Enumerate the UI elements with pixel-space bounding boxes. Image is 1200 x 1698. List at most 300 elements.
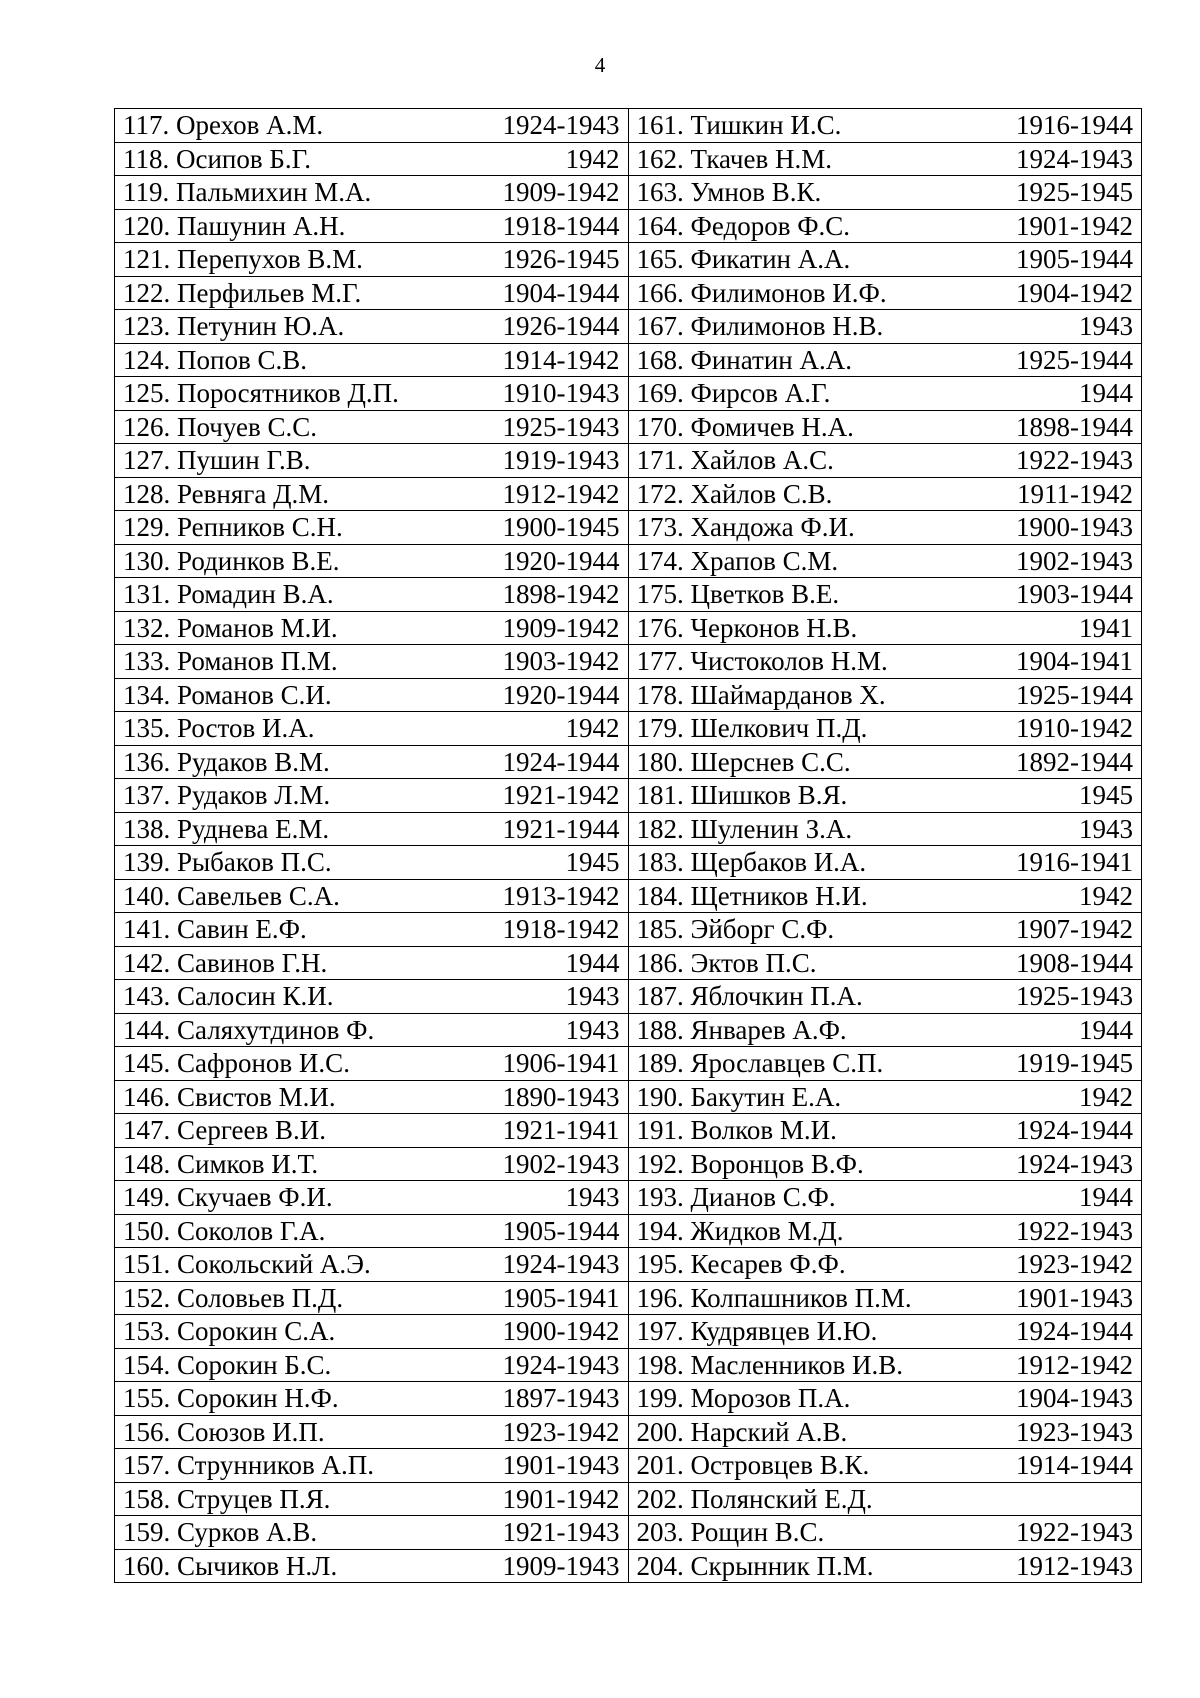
left-entry-cell bbox=[115, 1214, 629, 1248]
left-entry-cell bbox=[115, 678, 629, 712]
entry-name: 174. Храпов С.М. bbox=[636, 545, 839, 576]
entry-years: 1942 bbox=[565, 143, 620, 174]
name-entry bbox=[637, 1416, 1134, 1448]
entry-years: 1925-1944 bbox=[1016, 679, 1133, 710]
right-entry-cell bbox=[628, 812, 1142, 846]
entry-years: 1914-1942 bbox=[502, 344, 620, 375]
name-entry bbox=[123, 746, 620, 778]
entry-name: 168. Финатин А.А. bbox=[636, 344, 852, 375]
right-entry-cell bbox=[628, 1449, 1142, 1483]
right-entry-cell bbox=[628, 1214, 1142, 1248]
entry-years: 1901-1942 bbox=[1016, 210, 1133, 241]
entry-name: 151. Сокольский А.Э. bbox=[123, 1249, 371, 1280]
name-entry bbox=[123, 578, 620, 610]
entry-years: 1905-1944 bbox=[1016, 244, 1133, 275]
entry-years: 1925-1944 bbox=[1016, 344, 1133, 375]
entry-years: 1923-1942 bbox=[1016, 1249, 1133, 1280]
entry-name: 148. Симков И.Т. bbox=[123, 1148, 319, 1179]
left-entry-cell bbox=[115, 1281, 629, 1315]
left-entry-cell bbox=[115, 1315, 629, 1349]
name-entry bbox=[637, 913, 1134, 945]
right-entry-cell bbox=[628, 946, 1142, 980]
table-row bbox=[115, 1516, 1142, 1550]
right-entry-cell bbox=[628, 712, 1142, 746]
entry-name: 175. Цветков В.Е. bbox=[636, 579, 840, 610]
left-entry-cell bbox=[115, 578, 629, 612]
entry-name: 153. Сорокин С.А. bbox=[123, 1316, 336, 1347]
entry-name: 128. Ревняга Д.М. bbox=[123, 478, 329, 509]
left-entry-cell bbox=[115, 1080, 629, 1114]
entry-name: 141. Савин Е.Ф. bbox=[123, 914, 307, 945]
entry-years: 1924-1944 bbox=[1016, 1115, 1133, 1146]
entry-name: 117. Орехов А.М. bbox=[123, 110, 324, 141]
entry-name: 184. Щетников Н.И. bbox=[636, 880, 868, 911]
right-entry-cell bbox=[628, 176, 1142, 210]
left-entry-cell bbox=[115, 1449, 629, 1483]
right-entry-cell bbox=[628, 444, 1142, 478]
entry-years: 1944 bbox=[1079, 1014, 1133, 1045]
right-entry-cell bbox=[628, 310, 1142, 344]
left-entry-cell bbox=[115, 377, 629, 411]
right-entry-cell bbox=[628, 1516, 1142, 1550]
name-entry bbox=[123, 1047, 620, 1079]
entry-years: 1923-1942 bbox=[502, 1416, 620, 1447]
table-row bbox=[115, 310, 1142, 344]
entry-years: 1906-1941 bbox=[502, 1048, 620, 1079]
entry-name: 186. Эктов П.С. bbox=[636, 947, 817, 978]
entry-years: 1918-1942 bbox=[502, 914, 620, 945]
table-row bbox=[115, 1549, 1142, 1583]
left-entry-cell bbox=[115, 1248, 629, 1282]
name-entry bbox=[637, 1181, 1134, 1213]
name-entry bbox=[123, 1081, 620, 1113]
name-entry bbox=[637, 1148, 1134, 1180]
table-row bbox=[115, 1315, 1142, 1349]
name-entry bbox=[637, 511, 1134, 543]
name-entry bbox=[123, 545, 620, 577]
name-entry bbox=[123, 846, 620, 878]
right-entry-cell bbox=[628, 1047, 1142, 1081]
right-entry-cell bbox=[628, 511, 1142, 545]
name-entry bbox=[123, 143, 620, 175]
entry-years: 1924-1944 bbox=[502, 746, 620, 777]
entry-name: 176. Черконов Н.В. bbox=[636, 612, 858, 643]
table-row bbox=[115, 1348, 1142, 1382]
name-entry bbox=[123, 1349, 620, 1381]
entry-years: 1912-1942 bbox=[502, 478, 620, 509]
right-entry-cell bbox=[628, 477, 1142, 511]
entry-years: 1916-1941 bbox=[1016, 847, 1133, 878]
table-row bbox=[115, 946, 1142, 980]
table-row bbox=[115, 343, 1142, 377]
entry-name: 142. Савинов Г.Н. bbox=[123, 947, 328, 978]
table-row bbox=[115, 779, 1142, 813]
entry-name: 126. Почуев С.С. bbox=[123, 411, 318, 442]
name-entry bbox=[637, 1349, 1134, 1381]
left-entry-cell bbox=[115, 879, 629, 913]
name-entry bbox=[123, 947, 620, 979]
right-entry-cell bbox=[628, 678, 1142, 712]
entry-name: 152. Соловьев П.Д. bbox=[123, 1282, 344, 1313]
left-entry-cell bbox=[115, 812, 629, 846]
entry-name: 182. Шуленин З.А. bbox=[636, 813, 853, 844]
entry-name: 139. Рыбаков П.С. bbox=[123, 847, 332, 878]
name-entry bbox=[123, 277, 620, 309]
entry-years: 1901-1942 bbox=[502, 1483, 620, 1514]
entry-years: 1925-1943 bbox=[1016, 981, 1133, 1012]
name-entry bbox=[123, 1449, 620, 1481]
entry-years: 1925-1943 bbox=[502, 411, 620, 442]
name-entry bbox=[123, 109, 620, 141]
name-entry bbox=[637, 1449, 1134, 1481]
name-entry bbox=[123, 679, 620, 711]
table-row bbox=[115, 1214, 1142, 1248]
table-row bbox=[115, 377, 1142, 411]
left-entry-cell bbox=[115, 1549, 629, 1583]
entry-name: 149. Скучаев Ф.И. bbox=[123, 1182, 333, 1213]
right-entry-cell bbox=[628, 343, 1142, 377]
entry-years: 1944 bbox=[565, 947, 620, 978]
entry-years: 1918-1944 bbox=[502, 210, 620, 241]
left-entry-cell bbox=[115, 1516, 629, 1550]
entry-name: 164. Федоров Ф.С. bbox=[636, 210, 851, 241]
name-entry bbox=[637, 1483, 1134, 1515]
entry-name: 197. Кудрявцев И.Ю. bbox=[636, 1316, 878, 1347]
table-row bbox=[115, 578, 1142, 612]
entry-years: 1926-1945 bbox=[502, 244, 620, 275]
name-entry bbox=[123, 1014, 620, 1046]
name-entry bbox=[637, 645, 1134, 677]
entry-years: 1923-1943 bbox=[1016, 1416, 1133, 1447]
entry-name: 171. Хайлов А.С. bbox=[636, 445, 834, 476]
entry-years: 1912-1943 bbox=[1016, 1550, 1133, 1581]
entry-name: 162. Ткачев Н.М. bbox=[636, 143, 832, 174]
left-entry-cell bbox=[115, 444, 629, 478]
name-entry bbox=[637, 813, 1134, 845]
entry-years: 1902-1943 bbox=[502, 1148, 620, 1179]
names-table bbox=[114, 108, 1142, 1583]
entry-name: 167. Филимонов Н.В. bbox=[636, 311, 884, 342]
entry-years: 1905-1944 bbox=[502, 1215, 620, 1246]
entry-name: 155. Сорокин Н.Ф. bbox=[123, 1383, 339, 1414]
right-entry-cell bbox=[628, 243, 1142, 277]
table-row bbox=[115, 1147, 1142, 1181]
name-entry bbox=[637, 947, 1134, 979]
entry-name: 201. Островцев В.К. bbox=[636, 1450, 870, 1481]
entry-years: 1944 bbox=[1079, 1182, 1133, 1213]
right-entry-cell bbox=[628, 544, 1142, 578]
entry-years: 1920-1944 bbox=[502, 545, 620, 576]
entry-name: 130. Родинков В.Е. bbox=[123, 545, 340, 576]
name-entry bbox=[123, 1416, 620, 1448]
entry-years: 1924-1943 bbox=[502, 1249, 620, 1280]
entry-years: 1907-1942 bbox=[1016, 914, 1133, 945]
entry-name: 192. Воронцов В.Ф. bbox=[636, 1148, 864, 1179]
left-entry-cell bbox=[115, 1147, 629, 1181]
name-entry bbox=[637, 578, 1134, 610]
entry-name: 188. Январев А.Ф. bbox=[636, 1014, 847, 1045]
left-entry-cell bbox=[115, 176, 629, 210]
entry-years: 1921-1944 bbox=[502, 813, 620, 844]
entry-name: 198. Масленников И.В. bbox=[636, 1349, 904, 1380]
entry-name: 157. Струнников А.П. bbox=[123, 1450, 375, 1481]
entry-years: 1904-1942 bbox=[1016, 277, 1133, 308]
right-entry-cell bbox=[628, 745, 1142, 779]
entry-name: 145. Сафронов И.С. bbox=[123, 1048, 350, 1079]
entry-name: 194. Жидков М.Д. bbox=[636, 1215, 844, 1246]
name-entry bbox=[637, 545, 1134, 577]
entry-years: 1921-1941 bbox=[502, 1115, 620, 1146]
table-row bbox=[115, 1415, 1142, 1449]
right-entry-cell bbox=[628, 913, 1142, 947]
entry-name: 177. Чистоколов Н.М. bbox=[636, 646, 888, 677]
right-entry-cell bbox=[628, 1315, 1142, 1349]
right-entry-cell bbox=[628, 645, 1142, 679]
entry-name: 180. Шерснев С.С. bbox=[636, 746, 851, 777]
name-entry bbox=[123, 712, 620, 744]
name-entry bbox=[637, 1315, 1134, 1347]
name-entry bbox=[123, 980, 620, 1012]
right-entry-cell bbox=[628, 1549, 1142, 1583]
name-entry bbox=[637, 377, 1134, 409]
entry-name: 140. Савельев С.А. bbox=[123, 880, 340, 911]
name-entry bbox=[123, 176, 620, 208]
table-row bbox=[115, 1047, 1142, 1081]
entry-name: 156. Союзов И.П. bbox=[123, 1416, 325, 1447]
table-row bbox=[115, 1080, 1142, 1114]
name-entry bbox=[123, 779, 620, 811]
entry-name: 172. Хайлов С.В. bbox=[636, 478, 833, 509]
entry-name: 123. Петунин Ю.А. bbox=[123, 311, 345, 342]
table-row bbox=[115, 812, 1142, 846]
name-entry bbox=[637, 1081, 1134, 1113]
right-entry-cell bbox=[628, 209, 1142, 243]
entry-name: 133. Романов П.М. bbox=[123, 646, 338, 677]
entry-name: 119. Пальмихин М.А. bbox=[123, 177, 372, 208]
right-entry-cell bbox=[628, 1348, 1142, 1382]
entry-years: 1943 bbox=[565, 981, 620, 1012]
name-entry bbox=[637, 243, 1134, 275]
left-entry-cell bbox=[115, 1348, 629, 1382]
entry-years: 1904-1943 bbox=[1016, 1383, 1133, 1414]
entry-name: 195. Кесарев Ф.Ф. bbox=[636, 1249, 846, 1280]
left-entry-cell bbox=[115, 745, 629, 779]
entry-years: 1922-1943 bbox=[1016, 445, 1133, 476]
name-entry bbox=[123, 344, 620, 376]
left-entry-cell bbox=[115, 142, 629, 176]
name-entry bbox=[637, 143, 1134, 175]
left-entry-cell bbox=[115, 1013, 629, 1047]
name-entry bbox=[123, 1248, 620, 1280]
entry-years: 1914-1944 bbox=[1016, 1450, 1133, 1481]
entry-years: 1942 bbox=[1079, 880, 1133, 911]
entry-name: 161. Тишкин И.С. bbox=[636, 110, 842, 141]
entry-years: 1892-1944 bbox=[1016, 746, 1133, 777]
name-entry bbox=[123, 210, 620, 242]
entry-years: 1942 bbox=[565, 713, 620, 744]
entry-years: 1903-1944 bbox=[1016, 579, 1133, 610]
entry-years: 1920-1944 bbox=[502, 679, 620, 710]
left-entry-cell bbox=[115, 645, 629, 679]
right-entry-cell bbox=[628, 578, 1142, 612]
table-row bbox=[115, 678, 1142, 712]
table-row bbox=[115, 176, 1142, 210]
name-entry bbox=[637, 679, 1134, 711]
entry-years: 1924-1943 bbox=[502, 1349, 620, 1380]
left-entry-cell bbox=[115, 913, 629, 947]
entry-name: 199. Морозов П.А. bbox=[636, 1383, 851, 1414]
entry-name: 135. Ростов И.А. bbox=[123, 713, 315, 744]
name-entry bbox=[637, 746, 1134, 778]
table-row bbox=[115, 1482, 1142, 1516]
name-entry bbox=[637, 344, 1134, 376]
entry-name: 121. Перепухов В.М. bbox=[123, 244, 363, 275]
entry-years: 1910-1942 bbox=[1016, 713, 1133, 744]
table-row bbox=[115, 712, 1142, 746]
entry-name: 160. Сычиков Н.Л. bbox=[123, 1550, 338, 1581]
name-entry bbox=[123, 243, 620, 275]
name-entry bbox=[637, 277, 1134, 309]
name-entry bbox=[637, 1014, 1134, 1046]
left-entry-cell bbox=[115, 109, 629, 143]
entry-years: 1908-1944 bbox=[1016, 947, 1133, 978]
table-row bbox=[115, 209, 1142, 243]
page-number: 4 bbox=[594, 53, 606, 77]
entry-years: 1941 bbox=[1079, 612, 1133, 643]
right-entry-cell bbox=[628, 1080, 1142, 1114]
name-entry bbox=[123, 1215, 620, 1247]
entry-name: 159. Сурков А.В. bbox=[123, 1517, 318, 1548]
entry-years: 1898-1942 bbox=[502, 579, 620, 610]
entry-years: 1942 bbox=[1079, 1081, 1133, 1112]
right-entry-cell bbox=[628, 377, 1142, 411]
entry-years: 1944 bbox=[1079, 378, 1133, 409]
name-entry bbox=[123, 913, 620, 945]
table-row bbox=[115, 1382, 1142, 1416]
entry-years: 1922-1943 bbox=[1016, 1517, 1133, 1548]
entry-name: 179. Шелкович П.Д. bbox=[636, 713, 868, 744]
name-entry bbox=[637, 1550, 1134, 1582]
name-entry bbox=[637, 612, 1134, 644]
left-entry-cell bbox=[115, 209, 629, 243]
left-entry-cell bbox=[115, 477, 629, 511]
name-entry bbox=[637, 1047, 1134, 1079]
entry-years: 1926-1944 bbox=[502, 311, 620, 342]
entry-years: 1919-1943 bbox=[502, 445, 620, 476]
entry-years: 1943 bbox=[565, 1182, 620, 1213]
entry-years: 1900-1943 bbox=[1016, 512, 1133, 543]
right-entry-cell bbox=[628, 1248, 1142, 1282]
entry-name: 129. Репников С.Н. bbox=[123, 512, 343, 543]
entry-years: 1943 bbox=[1079, 311, 1133, 342]
entry-name: 147. Сергеев В.И. bbox=[123, 1115, 327, 1146]
right-entry-cell bbox=[628, 1147, 1142, 1181]
entry-years: 1913-1942 bbox=[502, 880, 620, 911]
table-row bbox=[115, 1181, 1142, 1215]
entry-name: 154. Сорокин Б.С. bbox=[123, 1349, 332, 1380]
name-entry bbox=[637, 779, 1134, 811]
name-entry bbox=[123, 813, 620, 845]
entry-name: 118. Осипов Б.Г. bbox=[123, 143, 311, 174]
entry-years: 1925-1945 bbox=[1016, 177, 1133, 208]
entry-name: 196. Колпашников П.М. bbox=[636, 1282, 912, 1313]
name-entry bbox=[123, 411, 620, 443]
name-entry bbox=[637, 1282, 1134, 1314]
name-entry bbox=[123, 1148, 620, 1180]
table-row bbox=[115, 109, 1142, 143]
name-entry bbox=[637, 1248, 1134, 1280]
left-entry-cell bbox=[115, 1382, 629, 1416]
table-row bbox=[115, 645, 1142, 679]
left-entry-cell bbox=[115, 243, 629, 277]
name-entry bbox=[123, 1550, 620, 1582]
name-entry bbox=[637, 846, 1134, 878]
entry-years: 1921-1942 bbox=[502, 780, 620, 811]
entry-years: 1945 bbox=[565, 847, 620, 878]
left-entry-cell bbox=[115, 511, 629, 545]
left-entry-cell bbox=[115, 1181, 629, 1215]
entry-name: 124. Попов С.В. bbox=[123, 344, 307, 375]
table-row bbox=[115, 1248, 1142, 1282]
entry-years: 1924-1943 bbox=[502, 110, 620, 141]
name-entry bbox=[637, 478, 1134, 510]
entry-name: 143. Салосин К.И. bbox=[123, 981, 334, 1012]
name-entry bbox=[637, 980, 1134, 1012]
entry-name: 193. Дианов С.Ф. bbox=[636, 1182, 836, 1213]
right-entry-cell bbox=[628, 109, 1142, 143]
right-entry-cell bbox=[628, 1013, 1142, 1047]
name-entry bbox=[637, 109, 1134, 141]
left-entry-cell bbox=[115, 946, 629, 980]
name-entry bbox=[637, 176, 1134, 208]
entry-years: 1901-1943 bbox=[502, 1450, 620, 1481]
entry-years: 1904-1944 bbox=[502, 277, 620, 308]
left-entry-cell bbox=[115, 544, 629, 578]
name-entry bbox=[637, 1382, 1134, 1414]
table-row bbox=[115, 410, 1142, 444]
name-entry bbox=[123, 612, 620, 644]
right-entry-cell bbox=[628, 1281, 1142, 1315]
entry-years: 1921-1943 bbox=[502, 1517, 620, 1548]
name-entry bbox=[123, 511, 620, 543]
left-entry-cell bbox=[115, 1114, 629, 1148]
entry-years: 1924-1944 bbox=[1016, 1316, 1133, 1347]
name-entry bbox=[123, 1315, 620, 1347]
entry-name: 165. Фикатин А.А. bbox=[636, 244, 851, 275]
entry-name: 125. Поросятников Д.П. bbox=[123, 378, 399, 409]
left-entry-cell bbox=[115, 410, 629, 444]
entry-years: 1905-1941 bbox=[502, 1282, 620, 1313]
name-entry bbox=[637, 411, 1134, 443]
entry-name: 166. Филимонов И.Ф. bbox=[636, 277, 887, 308]
entry-years: 1909-1943 bbox=[502, 1550, 620, 1581]
name-entry bbox=[637, 1114, 1134, 1146]
entry-years: 1912-1942 bbox=[1016, 1349, 1133, 1380]
entry-name: 122. Перфильев М.Г. bbox=[123, 277, 362, 308]
name-entry bbox=[123, 444, 620, 476]
left-entry-cell bbox=[115, 712, 629, 746]
entry-years: 1898-1944 bbox=[1016, 411, 1133, 442]
table-row bbox=[115, 276, 1142, 310]
right-entry-cell bbox=[628, 1482, 1142, 1516]
entry-name: 127. Пушин Г.В. bbox=[123, 445, 311, 476]
table-row bbox=[115, 243, 1142, 277]
entry-years: 1943 bbox=[565, 1014, 620, 1045]
entry-name: 150. Соколов Г.А. bbox=[123, 1215, 326, 1246]
right-entry-cell bbox=[628, 846, 1142, 880]
left-entry-cell bbox=[115, 1047, 629, 1081]
entry-years: 1916-1944 bbox=[1016, 110, 1133, 141]
